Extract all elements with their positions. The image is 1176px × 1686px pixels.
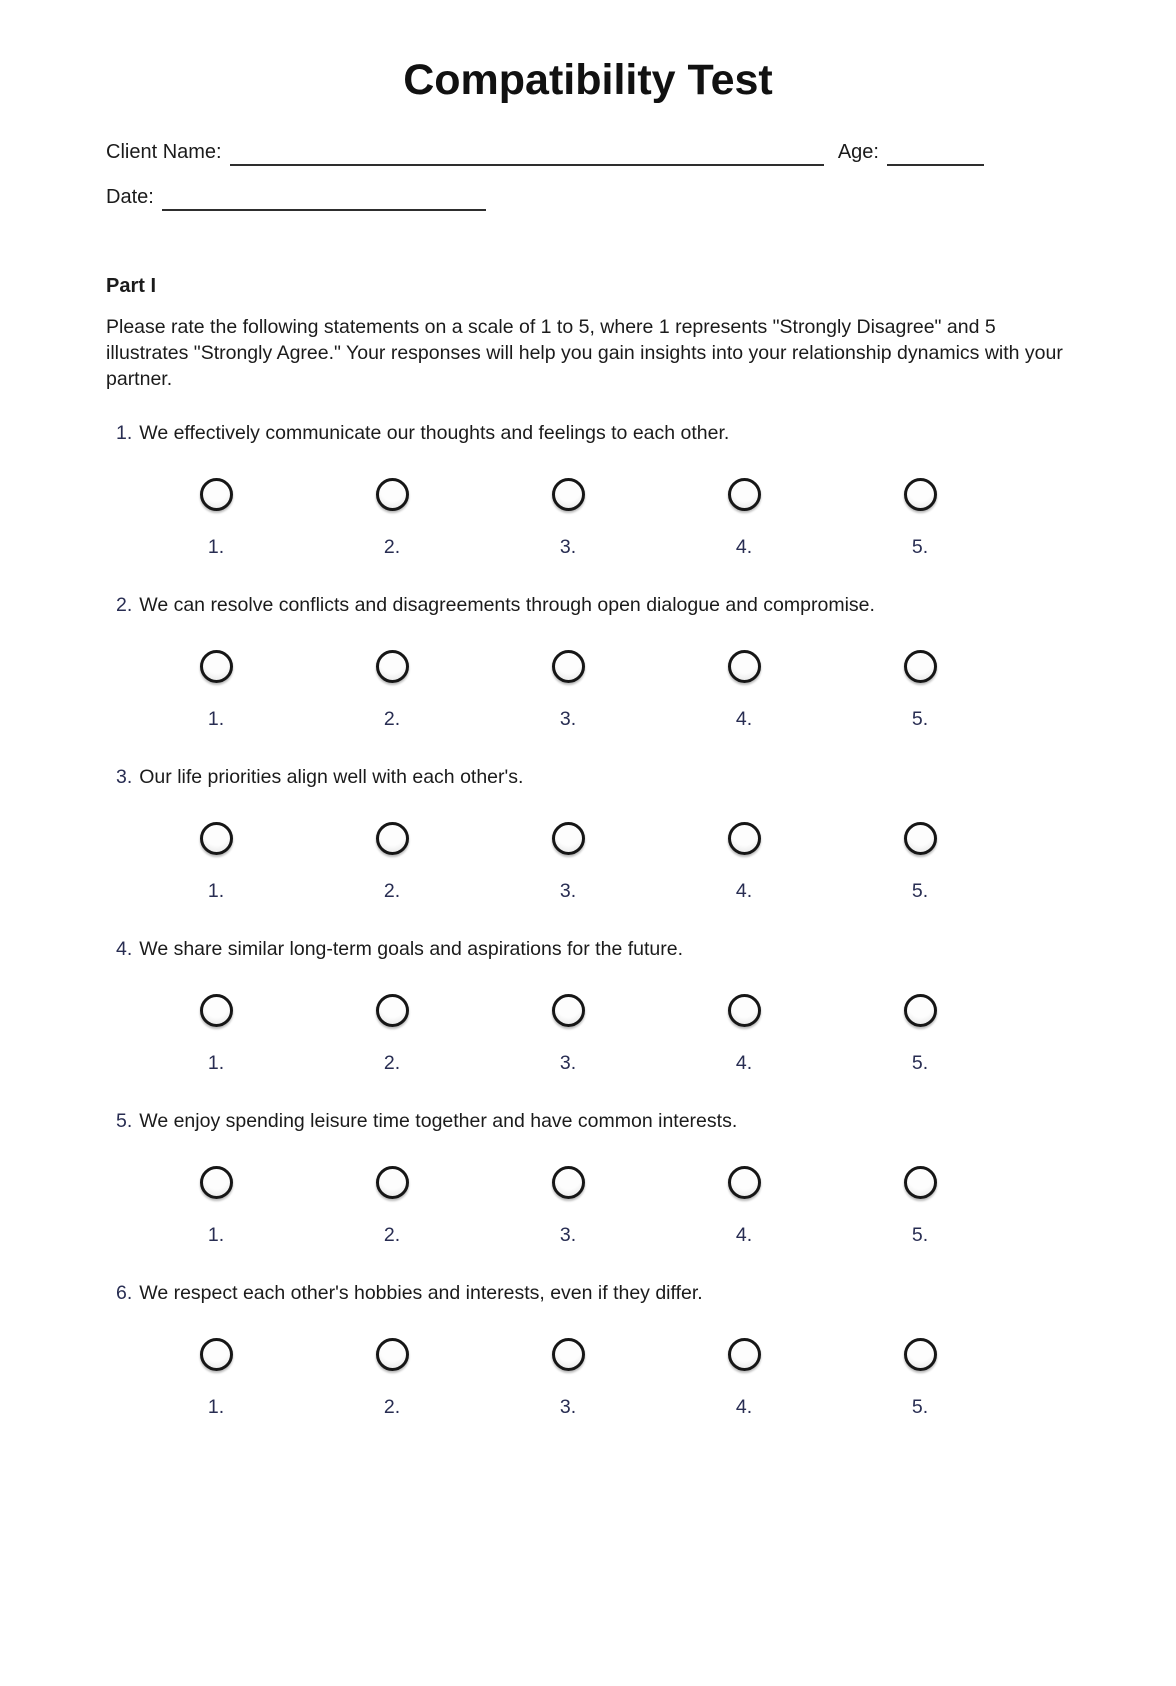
- question-block: [106, 1280, 1070, 1419]
- scale-label: 3.: [559, 708, 577, 730]
- radio-button[interactable]: [376, 650, 409, 683]
- age-label: Age:: [837, 141, 879, 163]
- radio-button[interactable]: [904, 1338, 937, 1371]
- radio-button[interactable]: [200, 994, 233, 1027]
- question-text: We effectively communicate our thoughts and feelings to each other.: [139, 422, 730, 444]
- scale-label: 4.: [735, 1052, 753, 1074]
- rating-row: [128, 822, 1008, 855]
- scale-label: 1.: [207, 1052, 225, 1074]
- question-number: 5.: [116, 1110, 133, 1132]
- rating-cell: [656, 994, 832, 1027]
- rating-cell: [480, 822, 656, 855]
- rating-row: [128, 994, 1008, 1027]
- date-field[interactable]: [162, 187, 486, 211]
- rating-cell: [304, 1166, 480, 1199]
- rating-row: [128, 1338, 1008, 1371]
- rating-cell: [304, 478, 480, 511]
- scale-label: 1.: [207, 1396, 225, 1418]
- radio-button[interactable]: [376, 1338, 409, 1371]
- scale-label: 3.: [559, 1224, 577, 1246]
- client-name-field[interactable]: [230, 142, 824, 166]
- radio-button[interactable]: [376, 994, 409, 1027]
- radio-button[interactable]: [200, 1338, 233, 1371]
- scale-label: 1.: [207, 536, 225, 558]
- question-text-line: [106, 936, 1070, 962]
- question-text-line: [106, 1108, 1070, 1134]
- question-text-line: [106, 420, 1070, 446]
- rating-cell: [656, 650, 832, 683]
- rating-cell: [832, 478, 1008, 511]
- rating-cell: [128, 822, 304, 855]
- scale-label: 5.: [911, 1224, 929, 1246]
- radio-button[interactable]: [552, 1338, 585, 1371]
- question-block: [106, 764, 1070, 903]
- rating-cell: [480, 650, 656, 683]
- page-title: Compatibility Test: [403, 56, 773, 104]
- header-fields: [106, 141, 1070, 211]
- question-block: [106, 936, 1070, 1075]
- scale-label: 3.: [559, 1396, 577, 1418]
- client-name-age-row: [106, 141, 984, 166]
- question-text: We can resolve conflicts and disagreements through open dialogue and compromise.: [139, 594, 875, 616]
- radio-button[interactable]: [728, 822, 761, 855]
- radio-button[interactable]: [552, 822, 585, 855]
- rating-labels-row: [128, 1052, 1008, 1075]
- scale-label: 2.: [383, 1052, 401, 1074]
- questions: [106, 420, 1070, 1419]
- radio-button[interactable]: [904, 822, 937, 855]
- question-number: 4.: [116, 938, 133, 960]
- radio-button[interactable]: [200, 478, 233, 511]
- scale-label: 3.: [559, 1052, 577, 1074]
- rating-labels-row: [128, 536, 1008, 559]
- radio-button[interactable]: [200, 650, 233, 683]
- radio-button[interactable]: [904, 1166, 937, 1199]
- rating-cell: [128, 650, 304, 683]
- part1-heading: Part I: [106, 275, 157, 297]
- radio-button[interactable]: [376, 478, 409, 511]
- rating-cell: [656, 822, 832, 855]
- scale-label: 1.: [207, 1224, 225, 1246]
- question-text-line: [106, 592, 1070, 618]
- radio-button[interactable]: [200, 1166, 233, 1199]
- scale-label: 4.: [735, 1396, 753, 1418]
- rating-cell: [480, 1338, 656, 1371]
- rating-row: [128, 650, 1008, 683]
- rating-cell: [304, 822, 480, 855]
- question-block: [106, 1108, 1070, 1247]
- rating-cell: [480, 994, 656, 1027]
- scale-label: 2.: [383, 536, 401, 558]
- scale-label: 3.: [559, 536, 577, 558]
- radio-button[interactable]: [728, 1166, 761, 1199]
- scale-label: 5.: [911, 1052, 929, 1074]
- rating-cell: [832, 994, 1008, 1027]
- question-number: 6.: [116, 1282, 133, 1304]
- radio-button[interactable]: [904, 994, 937, 1027]
- question-block: [106, 592, 1070, 731]
- radio-button[interactable]: [552, 478, 585, 511]
- scale-label: 4.: [735, 880, 753, 902]
- rating-cell: [832, 1166, 1008, 1199]
- rating-cell: [832, 822, 1008, 855]
- radio-button[interactable]: [904, 650, 937, 683]
- rating-row: [128, 478, 1008, 511]
- rating-cell: [656, 478, 832, 511]
- scale-label: 3.: [559, 880, 577, 902]
- radio-button[interactable]: [376, 1166, 409, 1199]
- question-text: We share similar long-term goals and aspirations for the future.: [139, 938, 683, 960]
- radio-button[interactable]: [552, 650, 585, 683]
- question-text: We respect each other's hobbies and interests, even if they differ.: [139, 1282, 703, 1304]
- scale-label: 2.: [383, 880, 401, 902]
- rating-cell: [304, 650, 480, 683]
- rating-cell: [304, 1338, 480, 1371]
- question-block: [106, 420, 1070, 559]
- question-text-line: [106, 1280, 1070, 1306]
- part1-instructions: Please rate the following statements on a scale of 1 to 5, where 1 represents "Strongly Disagree" and 5 illustrates "Strongly Agree." Your responses will help you gain insights into your relationship dynamics with your partner.: [106, 316, 1063, 390]
- radio-button[interactable]: [200, 822, 233, 855]
- rating-cell: [128, 994, 304, 1027]
- scale-label: 2.: [383, 1396, 401, 1418]
- scale-label: 4.: [735, 536, 753, 558]
- scale-label: 2.: [383, 1224, 401, 1246]
- rating-labels-row: [128, 708, 1008, 731]
- rating-cell: [128, 1338, 304, 1371]
- question-text: Our life priorities align well with each other's.: [139, 766, 524, 788]
- rating-cell: [480, 478, 656, 511]
- question-number: 3.: [116, 766, 133, 788]
- rating-cell: [656, 1338, 832, 1371]
- rating-cell: [656, 1166, 832, 1199]
- scale-label: 4.: [735, 1224, 753, 1246]
- scale-label: 1.: [207, 708, 225, 730]
- rating-cell: [128, 478, 304, 511]
- rating-labels-row: [128, 1396, 1008, 1419]
- scale-label: 5.: [911, 880, 929, 902]
- scale-label: 4.: [735, 708, 753, 730]
- document-page: [0, 56, 1176, 1419]
- radio-button[interactable]: [376, 822, 409, 855]
- radio-button[interactable]: [728, 1338, 761, 1371]
- rating-row: [128, 1166, 1008, 1199]
- rating-cell: [832, 650, 1008, 683]
- question-number: 1.: [116, 422, 133, 444]
- question-text: We enjoy spending leisure time together and have common interests.: [139, 1110, 738, 1132]
- date-label: Date:: [106, 186, 154, 208]
- rating-cell: [832, 1338, 1008, 1371]
- question-text-line: [106, 764, 1070, 790]
- rating-cell: [128, 1166, 304, 1199]
- age-field[interactable]: [887, 142, 984, 166]
- scale-label: 1.: [207, 880, 225, 902]
- scale-label: 5.: [911, 1396, 929, 1418]
- radio-button[interactable]: [728, 994, 761, 1027]
- radio-button[interactable]: [728, 478, 761, 511]
- scale-label: 5.: [911, 536, 929, 558]
- rating-cell: [304, 994, 480, 1027]
- radio-button[interactable]: [552, 994, 585, 1027]
- radio-button[interactable]: [904, 478, 937, 511]
- rating-labels-row: [128, 1224, 1008, 1247]
- scale-label: 2.: [383, 708, 401, 730]
- client-name-label: Client Name:: [106, 141, 222, 163]
- rating-cell: [480, 1166, 656, 1199]
- radio-button[interactable]: [552, 1166, 585, 1199]
- rating-labels-row: [128, 880, 1008, 903]
- scale-label: 5.: [911, 708, 929, 730]
- radio-button[interactable]: [728, 650, 761, 683]
- date-row: [106, 186, 486, 211]
- question-number: 2.: [116, 594, 133, 616]
